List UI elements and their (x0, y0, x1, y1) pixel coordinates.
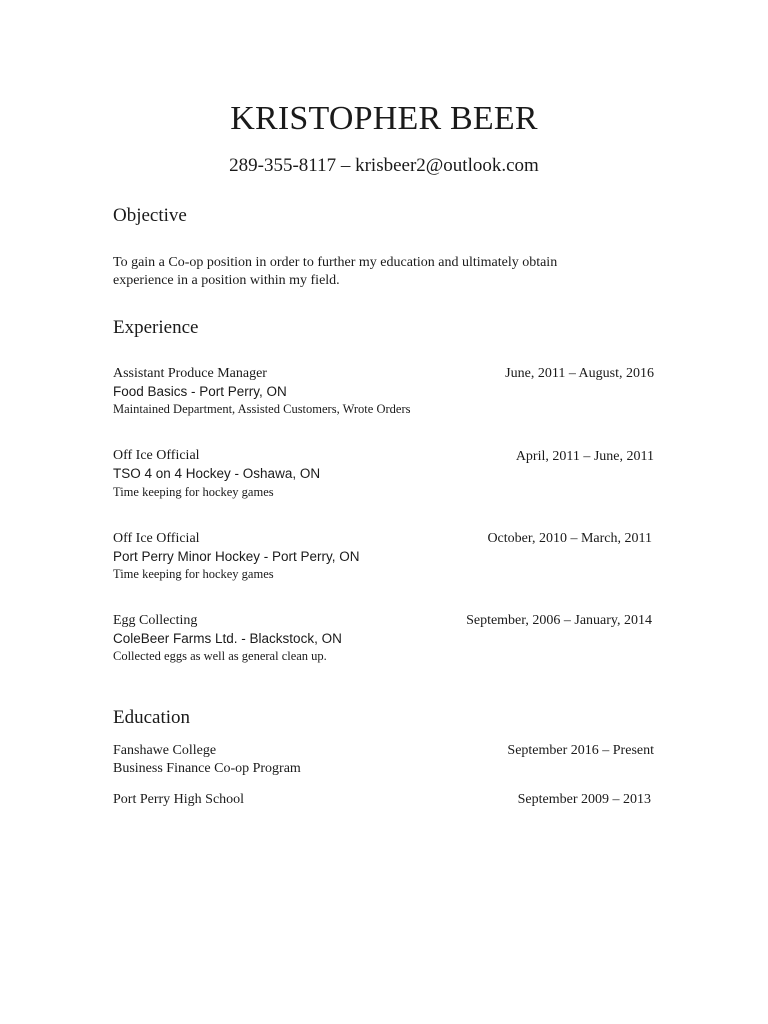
resume-name: KRISTOPHER BEER (230, 100, 538, 137)
experience-org: TSO 4 on 4 Hockey - Oshawa, ON (113, 466, 321, 481)
education-school: Fanshawe College (113, 743, 217, 758)
objective-text-line-2: experience in a position within my field. (113, 273, 340, 288)
experience-dates: October, 2010 – March, 2011 (487, 531, 652, 546)
objective-text-line-1: To gain a Co-op position in order to further my education and ultimately obtain (113, 255, 558, 270)
experience-desc: Time keeping for hockey games (113, 567, 274, 581)
objective-heading: Objective (113, 205, 187, 226)
experience-org: Food Basics - Port Perry, ON (113, 384, 287, 399)
experience-org: Port Perry Minor Hockey - Port Perry, ON (113, 549, 360, 564)
education-dates: September 2016 – Present (507, 743, 654, 758)
experience-heading: Experience (113, 317, 199, 338)
contact-line: 289-355-8117 – krisbeer2@outlook.com (229, 155, 539, 176)
experience-dates: April, 2011 – June, 2011 (515, 449, 654, 464)
experience-title: Off Ice Official (113, 448, 200, 463)
experience-dates: September, 2006 – January, 2014 (466, 613, 652, 628)
education-school: Port Perry High School (113, 792, 245, 807)
experience-dates: June, 2011 – August, 2016 (505, 366, 654, 381)
experience-title: Off Ice Official (113, 531, 200, 546)
experience-desc: Maintained Department, Assisted Customers, Wrote Orders (113, 402, 411, 416)
education-dates: September 2009 – 2013 (517, 792, 651, 807)
experience-title: Assistant Produce Manager (113, 366, 267, 381)
experience-title: Egg Collecting (113, 613, 198, 628)
experience-desc: Time keeping for hockey games (113, 485, 274, 499)
experience-desc: Collected eggs as well as general clean up. (113, 649, 327, 663)
experience-org: ColeBeer Farms Ltd. - Blackstock, ON (113, 631, 342, 646)
education-program: Business Finance Co-op Program (113, 761, 301, 776)
education-heading: Education (113, 707, 191, 728)
